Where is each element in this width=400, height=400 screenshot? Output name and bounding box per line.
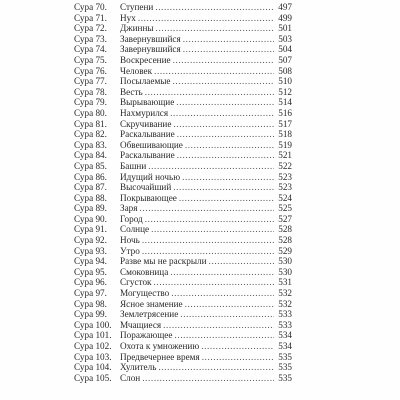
sura-number: Сура 74.	[74, 44, 107, 55]
sura-number: Сура 98.	[74, 298, 107, 309]
page-number: 525	[278, 203, 292, 214]
dot-leader	[142, 246, 274, 257]
page-number: 519	[278, 139, 292, 150]
sura-number: Сура 95.	[74, 266, 107, 277]
sura-number: Сура 100.	[74, 319, 112, 330]
sura-title: Смоковница	[120, 266, 169, 277]
page-number: 532	[278, 288, 292, 299]
page-number: 503	[278, 33, 292, 44]
dot-leader	[173, 182, 274, 193]
page-number: 523	[278, 171, 292, 182]
toc-entry	[74, 13, 292, 24]
toc-entry	[74, 256, 292, 267]
dot-leader	[155, 2, 274, 13]
page-number: 533	[278, 309, 292, 320]
dot-leader	[177, 129, 274, 140]
sura-title: Скручивание	[120, 118, 172, 129]
sura-title: Обвешивающие	[120, 139, 183, 150]
dot-leader	[145, 214, 274, 225]
dot-leader	[142, 235, 274, 246]
toc-entry	[74, 66, 292, 77]
sura-title: Предвечернее время	[120, 351, 200, 362]
sura-number: Сура 91.	[74, 224, 107, 235]
page-number: 529	[278, 245, 292, 256]
page-number: 535	[278, 362, 292, 373]
dot-leader	[173, 119, 274, 130]
dot-leader	[174, 330, 274, 341]
toc-entry	[74, 224, 292, 235]
toc-entry	[74, 373, 292, 384]
page-number: 524	[278, 192, 292, 203]
toc-entry	[74, 182, 292, 193]
toc-entry	[74, 44, 292, 55]
sura-title: Воскресение	[120, 54, 171, 65]
sura-number: Сура 77.	[74, 76, 107, 87]
sura-number: Сура 103.	[74, 351, 112, 362]
sura-number: Сура 71.	[74, 12, 107, 23]
sura-title: Утро	[120, 245, 140, 256]
page-number: 499	[278, 12, 292, 23]
sura-title: Могущество	[120, 288, 170, 299]
toc-entry	[74, 55, 292, 66]
sura-number: Сура 86.	[74, 171, 107, 182]
dot-leader	[182, 172, 274, 183]
sura-number: Сура 104.	[74, 362, 112, 373]
dot-leader	[173, 76, 274, 87]
sura-number: Сура 99.	[74, 309, 107, 320]
page-number: 533	[278, 319, 292, 330]
sura-number: Сура 97.	[74, 288, 107, 299]
sura-title: Ступени	[120, 2, 154, 12]
dot-leader	[185, 140, 274, 151]
toc-entry	[74, 267, 292, 278]
dot-leader	[185, 299, 274, 310]
toc-entry	[74, 172, 292, 183]
sura-title: Идущий ночью	[120, 171, 181, 182]
toc-entry	[74, 87, 292, 98]
page-number: 530	[278, 256, 292, 267]
dot-leader	[209, 256, 274, 267]
page-number: 516	[278, 107, 292, 118]
sura-title: Солнце	[120, 224, 150, 235]
sura-title: Нахмурился	[120, 107, 169, 118]
sura-title: Покрывающее	[120, 192, 177, 203]
page-number: 535	[278, 351, 292, 362]
page-number: 530	[278, 266, 292, 277]
sura-number: Сура 82.	[74, 129, 107, 140]
sura-number: Сура 101.	[74, 330, 112, 341]
sura-title: Раскалывание	[120, 150, 175, 161]
dot-leader	[158, 362, 274, 373]
toc-entry	[74, 140, 292, 151]
toc-entry	[74, 108, 292, 119]
sura-title: Человек	[120, 65, 153, 76]
sura-title: Город	[120, 213, 143, 224]
toc-entry	[74, 362, 292, 373]
sura-number: Сура 90.	[74, 213, 107, 224]
toc-entry	[74, 161, 292, 172]
sura-number: Сура 72.	[74, 23, 107, 34]
toc-entry	[74, 203, 292, 214]
toc-entry	[74, 341, 292, 352]
sura-number: Сура 96.	[74, 277, 107, 288]
sura-title: Посылаемые	[120, 76, 171, 87]
toc-entry	[74, 34, 292, 45]
toc-entry	[74, 330, 292, 341]
dot-leader	[171, 288, 274, 299]
toc-entry	[74, 193, 292, 204]
toc-entry	[74, 309, 292, 320]
sura-number: Сура 92.	[74, 235, 107, 246]
sura-number: Сура 89.	[74, 203, 107, 214]
sura-title: Ночь	[120, 235, 140, 246]
sura-title: Землетрясение	[120, 309, 179, 320]
dot-leader	[180, 309, 274, 320]
page-number: 497	[278, 2, 292, 12]
page-number: 512	[278, 86, 292, 97]
page-number: 507	[278, 54, 292, 65]
sura-number: Сура 80.	[74, 107, 107, 118]
dot-leader	[179, 193, 274, 204]
toc-entry	[74, 129, 292, 140]
sura-number: Сура 84.	[74, 150, 107, 161]
sura-title: Мчащиеся	[120, 319, 162, 330]
page-number: 523	[278, 182, 292, 193]
dot-leader	[170, 267, 274, 278]
page-number: 532	[278, 298, 292, 309]
sura-number: Сура 78.	[74, 86, 107, 97]
dot-leader	[140, 203, 274, 214]
dot-leader	[154, 66, 274, 77]
page-number: 527	[278, 213, 292, 224]
sura-title: Охота к умножению	[120, 341, 200, 351]
page-number: 508	[278, 65, 292, 76]
sura-title: Нух	[120, 12, 136, 23]
dot-leader	[183, 44, 274, 55]
page-number: 531	[278, 277, 292, 288]
dot-leader	[163, 320, 274, 331]
page-number: 518	[278, 129, 292, 140]
dot-leader	[177, 150, 274, 161]
page-number: 517	[278, 118, 292, 129]
toc-entry	[74, 320, 292, 331]
sura-title: Завернувшийся	[120, 33, 181, 44]
page-number: 534	[278, 341, 292, 351]
sura-number: Сура 79.	[74, 97, 107, 108]
dot-leader	[156, 23, 274, 34]
dot-leader	[183, 34, 274, 45]
sura-number: Сура 85.	[74, 160, 107, 171]
toc-entry	[74, 97, 292, 108]
toc-entry	[74, 23, 292, 34]
page-number: 528	[278, 235, 292, 246]
sura-number: Сура 70.	[74, 2, 107, 12]
sura-title: Поражающее	[120, 330, 173, 341]
sura-title: Вырывающие	[120, 97, 175, 108]
dot-leader	[142, 373, 274, 384]
sura-title: Сгусток	[120, 277, 152, 288]
table-of-contents	[74, 2, 292, 383]
toc-entry	[74, 277, 292, 288]
dot-leader	[148, 161, 274, 172]
sura-title: Слон	[120, 372, 141, 383]
sura-number: Сура 105.	[74, 372, 112, 383]
sura-number: Сура 73.	[74, 33, 107, 44]
toc-entry	[74, 288, 292, 299]
dot-leader	[201, 341, 274, 352]
sura-number: Сура 81.	[74, 118, 107, 129]
toc-entry	[74, 119, 292, 130]
sura-title: Ясное знамение	[120, 298, 183, 309]
toc-entry	[74, 2, 292, 13]
sura-title: Раскалывание	[120, 129, 175, 140]
toc-entry	[74, 76, 292, 87]
dot-leader	[154, 277, 274, 288]
sura-title: Джинны	[120, 23, 154, 34]
page-number: 504	[278, 44, 292, 55]
sura-number: Сура 76.	[74, 65, 107, 76]
toc-entry	[74, 352, 292, 363]
sura-title: Заря	[120, 203, 138, 214]
sura-title: Весть	[120, 86, 143, 97]
sura-number: Сура 102.	[74, 341, 112, 351]
page-number: 522	[278, 160, 292, 171]
page-number: 514	[278, 97, 292, 108]
page-number: 528	[278, 224, 292, 235]
sura-number: Сура 88.	[74, 192, 107, 203]
dot-leader	[173, 55, 274, 66]
toc-entry	[74, 235, 292, 246]
page-number: 501	[278, 23, 292, 34]
page-number: 534	[278, 330, 292, 341]
sura-title: Башни	[120, 160, 147, 171]
sura-title: Высочайший	[120, 182, 172, 193]
sura-title: Разве мы не раскрыли	[120, 256, 207, 267]
toc-entry	[74, 299, 292, 310]
sura-number: Сура 83.	[74, 139, 107, 150]
sura-number: Сура 94.	[74, 256, 107, 267]
sura-number: Сура 87.	[74, 182, 107, 193]
sura-title: Хулитель	[120, 362, 157, 373]
dot-leader	[145, 87, 274, 98]
page-number: 535	[278, 372, 292, 383]
dot-leader	[176, 97, 274, 108]
dot-leader	[170, 108, 274, 119]
dot-leader	[151, 224, 274, 235]
sura-number: Сура 75.	[74, 54, 107, 65]
toc-entry	[74, 150, 292, 161]
sura-number: Сура 93.	[74, 245, 107, 256]
page-number: 521	[278, 150, 292, 161]
sura-title: Завернувшийся	[120, 44, 181, 55]
dot-leader	[138, 13, 274, 24]
page-number: 510	[278, 76, 292, 87]
toc-entry	[74, 246, 292, 257]
toc-entry	[74, 214, 292, 225]
dot-leader	[202, 352, 274, 363]
